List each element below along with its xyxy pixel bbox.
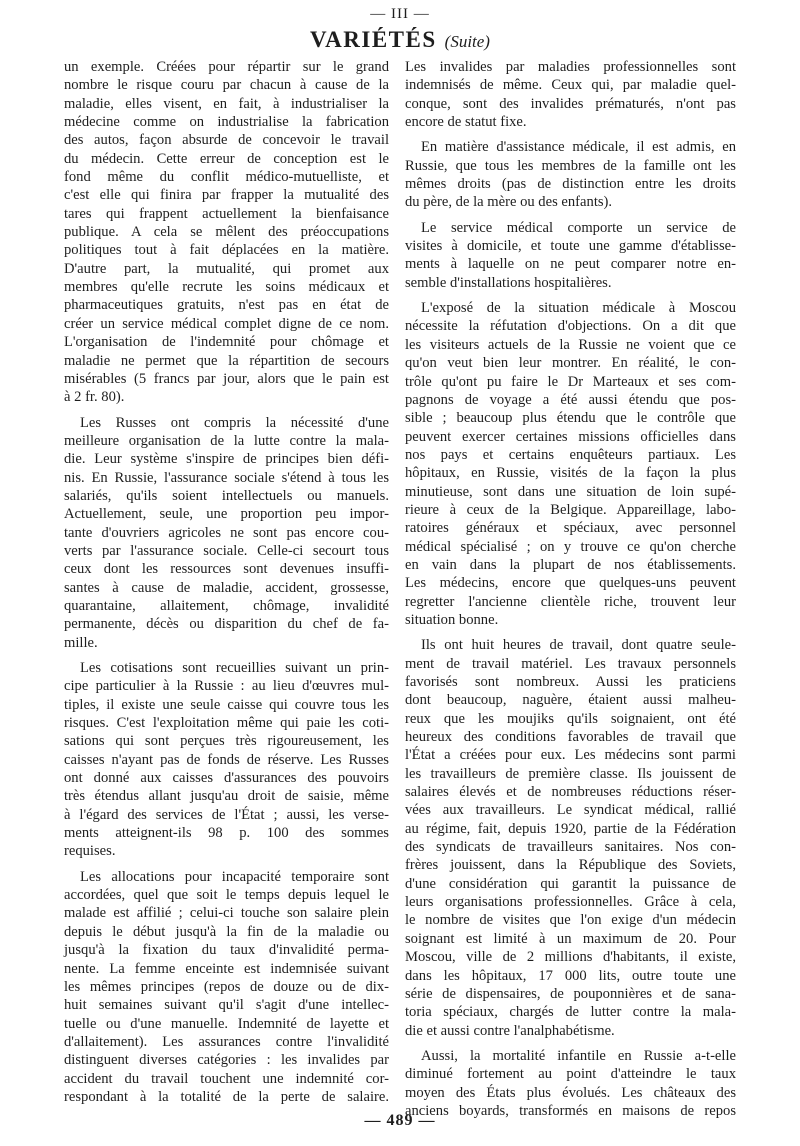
text-line: Actuellement, seule, une proportion peu impor-: [64, 506, 389, 523]
section-title-subtitle: (Suite): [444, 32, 490, 51]
text-line: cipe particulier à la Russie : au lieu d'œuvres mul-: [64, 678, 389, 695]
text-line: publique. A cela se mêlent des préoccupations: [64, 224, 389, 241]
text-line: requises.: [64, 843, 116, 860]
text-line: politiques tout à fait déplacées en la matière.: [64, 242, 389, 259]
text-line: Les invalides par maladies professionnelles sont: [405, 59, 736, 75]
text-line: trôle qu'ont pu faire le Dr Marteaux et ses com-: [405, 373, 736, 390]
text-line: l'État a créées pour eux. Les médecins sont parmi: [405, 747, 736, 764]
text-line: frères jouissent, dans la République des Soviets,: [405, 857, 736, 874]
text-line: risques. C'est l'exploitation même qui paie les coti-: [64, 715, 389, 732]
paragraph: [64, 868, 389, 1106]
page-folio-roman: — III —: [370, 6, 430, 22]
text-line: très étendus allant jusqu'au droit de saisie, même: [64, 788, 389, 805]
text-line: d'une considération qui garantit la puissance de: [405, 875, 736, 892]
text-line: ratoires généraux et spéciaux, avec personnel: [405, 520, 736, 537]
text-line: conque, sont des invalides prématurés, n'ont pas: [405, 95, 736, 112]
text-line: rieure à ceux de la Belgique. Appareillage, labo-: [405, 501, 736, 518]
text-line: un exemple. Créées pour répartir sur le grand: [64, 59, 389, 75]
text-line: ments atteignent-ils 98 p. 100 des sommes: [64, 825, 389, 842]
text-line: Moscou, ville de 2 millions d'habitants, il existe,: [405, 949, 736, 966]
text-line: leurs organisations professionnelles. Grâce à cela,: [405, 894, 736, 911]
text-line: sible ; beaucoup plus étendu que le contrôle que: [405, 410, 736, 427]
text-line: toria spéciaux, chargés de lutter contre la mala-: [405, 1004, 736, 1021]
text-line: en vain dans la plupart de nos établissements.: [405, 556, 736, 573]
text-line: indemnisés de même. Ceux qui, par maladie quel-: [405, 77, 736, 94]
right-text-column: [405, 58, 736, 1127]
text-line: meilleure organisation de la lutte contre la mala-: [64, 432, 389, 449]
text-line: Le service médical comporte un service de: [421, 219, 736, 236]
text-line: créer un service médical complet digne de ce nom.: [64, 315, 389, 332]
text-line: favorisés sont nombreux. Aussi les praticiens: [405, 674, 736, 690]
text-line: tiples, il existe une seule caisse qui couvre tous les: [64, 696, 389, 713]
text-line: d'allaitement). Les assurances contre l'invalidité: [64, 1033, 389, 1050]
text-line: encore de statut fixe.: [405, 114, 527, 131]
text-line: situation bonne.: [405, 611, 499, 628]
text-line: verts par l'assurance sociale. Celle-ci secourt tous: [64, 542, 389, 559]
text-line: respondant à la totalité de la perte de salaire.: [64, 1088, 389, 1105]
text-line: moyen des États plus évolués. Les châteaux des: [405, 1084, 736, 1101]
text-line: sations qui sont perçues très rigoureusement, les: [64, 733, 389, 750]
text-line: accident du travail touchent une indemnité cor-: [64, 1070, 389, 1087]
text-line: le nombre de visites que l'on exige d'un médecin: [405, 912, 736, 929]
text-line: regretter l'ancienne clientèle riche, trouvent leur: [405, 593, 736, 610]
text-line: mêmes droits (pas de distinction entre les droits: [405, 176, 736, 193]
text-line: peuvent exercer certaines missions officielles dans: [405, 428, 736, 445]
text-line: die et aussi contre l'analphabétisme.: [405, 1022, 615, 1039]
text-line: hôpitaux, en Russie, visités de la façon la plus: [405, 465, 736, 482]
page-number: — 489 —: [364, 1112, 436, 1129]
text-line: anciens boyards, transformés en maisons de repos: [405, 1102, 736, 1119]
text-line: malade est affilié ; celui-ci touche son salaire plein: [64, 905, 389, 922]
text-line: tares qui frappent actuellement la bienfaisance: [64, 205, 389, 222]
text-line: du médecin. Cette erreur de conception est le: [64, 150, 389, 167]
text-line: nis. En Russie, l'assurance sociale s'étend à tous les: [64, 469, 389, 486]
text-line: mille.: [64, 634, 98, 651]
text-line: Ils ont huit heures de travail, dont quatre seule-: [421, 637, 736, 654]
paragraph: [405, 58, 736, 131]
text-line: à 2 fr. 80).: [64, 389, 125, 406]
text-line: Aussi, la mortalité infantile en Russie a-t-elle: [421, 1047, 736, 1064]
left-text-column: [64, 58, 389, 1113]
text-line: Les allocations pour incapacité temporaire sont: [80, 868, 389, 885]
paragraph: [64, 659, 389, 861]
text-line: dans les hôpitaux, 17 000 lits, outre toute une: [405, 967, 736, 984]
section-title: [0, 27, 800, 53]
paragraph: [64, 414, 389, 652]
text-line: reux que les moujiks qu'ils soignaient, ont été: [405, 710, 736, 727]
paragraph: [405, 299, 736, 629]
text-line: médecine comme on industrialise la fabrication: [64, 114, 389, 131]
text-line: quarantaine, allaitement, chômage, invalidité: [64, 597, 389, 614]
text-line: médical spécialisé ; on y trouve ce qu'on cherche: [405, 538, 736, 555]
text-line: les mêmes principes (repos de douze ou de dix-: [64, 978, 389, 995]
text-line: série de dispensaires, de pouponnières et de sana-: [405, 985, 736, 1002]
text-line: diminué fortement au point d'atteindre le taux: [405, 1066, 736, 1083]
text-line: visites à domicile, et toute une gamme d'établisse-: [405, 238, 736, 255]
text-line: misérables (5 francs par jour, alors que le pain est: [64, 370, 389, 387]
text-line: Les Russes ont compris la nécessité d'une: [80, 414, 389, 431]
text-line: au régime, fait, depuis 1920, partie de la Fédération: [405, 820, 736, 837]
text-line: L'organisation de l'indemnité pour chômage et: [64, 334, 389, 351]
text-line: accordées, quel que soit le temps depuis lequel le: [64, 887, 389, 904]
text-line: jusqu'à la fixation du taux d'invalidité perma-: [64, 942, 389, 959]
text-line: du père, de la mère ou des enfants).: [405, 194, 613, 211]
text-line: des autos, façon absurde de concevoir le travail: [64, 132, 389, 149]
text-line: santes à cause de maladie, accident, grossesse,: [64, 579, 389, 596]
text-line: Russie, que tous les membres de la famille ont les: [405, 157, 736, 174]
text-line: huit semaines suivant qu'il s'agit d'une intellec-: [64, 997, 389, 1014]
paragraph: [405, 138, 736, 211]
text-line: permanente, décès ou disparition du chef de fa-: [64, 616, 389, 633]
text-line: depuis le début jusqu'à la fin de la maladie ou: [64, 923, 389, 940]
text-line: les travailleurs de première classe. Ils jouissent de: [405, 765, 736, 782]
paragraph: [405, 219, 736, 292]
text-line: qu'on veut bien leur montrer. En réalité, le con-: [405, 355, 736, 372]
text-line: nente. La femme enceinte est indemnisée suivant: [64, 960, 389, 977]
text-line: membres qu'elle recrute les soins médicaux et: [64, 279, 389, 296]
text-line: les visiteurs actuels de la Russie ne voient que ce: [405, 336, 736, 353]
text-line: soignant est limité à un maximum de 20. Pour: [405, 930, 736, 947]
text-line: tante d'ouvriers agricoles ne sont pas encore cou-: [64, 524, 389, 541]
text-line: salariés, qu'ils soient intellectuels ou manuels.: [64, 487, 389, 504]
text-line: à l'égard des services de l'État ; aussi, les verse-: [64, 806, 389, 823]
text-line: tuelle ou d'une manuelle. Indemnité de layette et: [64, 1015, 389, 1032]
text-line: ont donné aux caisses d'assurances des pouvoirs: [64, 770, 389, 787]
text-line: maladie, elles visent, en fait, à industrialiser la: [64, 95, 389, 112]
text-line: semble d'installations hospitalières.: [405, 274, 612, 291]
paragraph: [64, 58, 389, 407]
section-title-main: VARIÉTÉS: [310, 27, 437, 52]
text-line: distinguent diverses catégories : les invalides par: [64, 1052, 389, 1069]
text-line: heureux des conditions favorables de travail que: [405, 729, 736, 746]
text-line: dont beaucoup, naguère, étaient aussi malheu-: [405, 692, 736, 709]
text-line: minutieuse, sont dans une situation de loin supé-: [405, 483, 736, 500]
text-line: maladie ne permet que la répartition de secours: [64, 352, 389, 369]
paragraph: [405, 636, 736, 1040]
text-line: ment de travail matériel. Les travaux personnels: [405, 655, 736, 672]
paragraph: [405, 1047, 736, 1120]
text-line: caisses n'ayant pas de fonds de réserve. Les Russes: [64, 751, 389, 768]
text-line: die. Leur système s'inspire de principes bien défi-: [64, 451, 389, 468]
text-line: nombre le risque couru par chacun à cause de la: [64, 77, 389, 94]
text-line: nécessite la réfutation d'objections. On a dit que: [405, 318, 736, 335]
text-line: Les cotisations sont recueillies suivant un prin-: [80, 660, 389, 676]
text-line: pagnons de voyage a été aussi étendu que pos-: [405, 391, 736, 408]
text-line: vées aux travailleurs. Le syndicat médical, rallié: [405, 802, 736, 819]
text-line: ments à laquelle on ne peut comparer notre en-: [405, 256, 736, 273]
text-line: fond même du conflit médico-mutuelliste, et: [64, 169, 389, 186]
text-line: pharmaceutiques gratuits, n'est pas en état de: [64, 297, 389, 314]
text-line: En matière d'assistance médicale, il est admis, en: [421, 139, 736, 156]
text-line: ceux dont les ressources sont devenues insuffi-: [64, 561, 389, 578]
text-line: nos pays et certains enquêteurs partiaux. Les: [405, 446, 736, 463]
text-line: salaires élevés et de nombreuses réductions réser-: [405, 784, 736, 801]
text-line: des syndicats de travailleurs sanitaires. Nos con-: [405, 839, 736, 856]
text-line: c'est elle qui finira par frapper la mutualité des: [64, 187, 389, 204]
text-line: D'autre part, la mutualité, qui promet aux: [64, 260, 389, 277]
text-line: L'exposé de la situation médicale à Moscou: [421, 300, 736, 317]
text-line: Les médecins, encore que quelques-uns peuvent: [405, 575, 736, 592]
